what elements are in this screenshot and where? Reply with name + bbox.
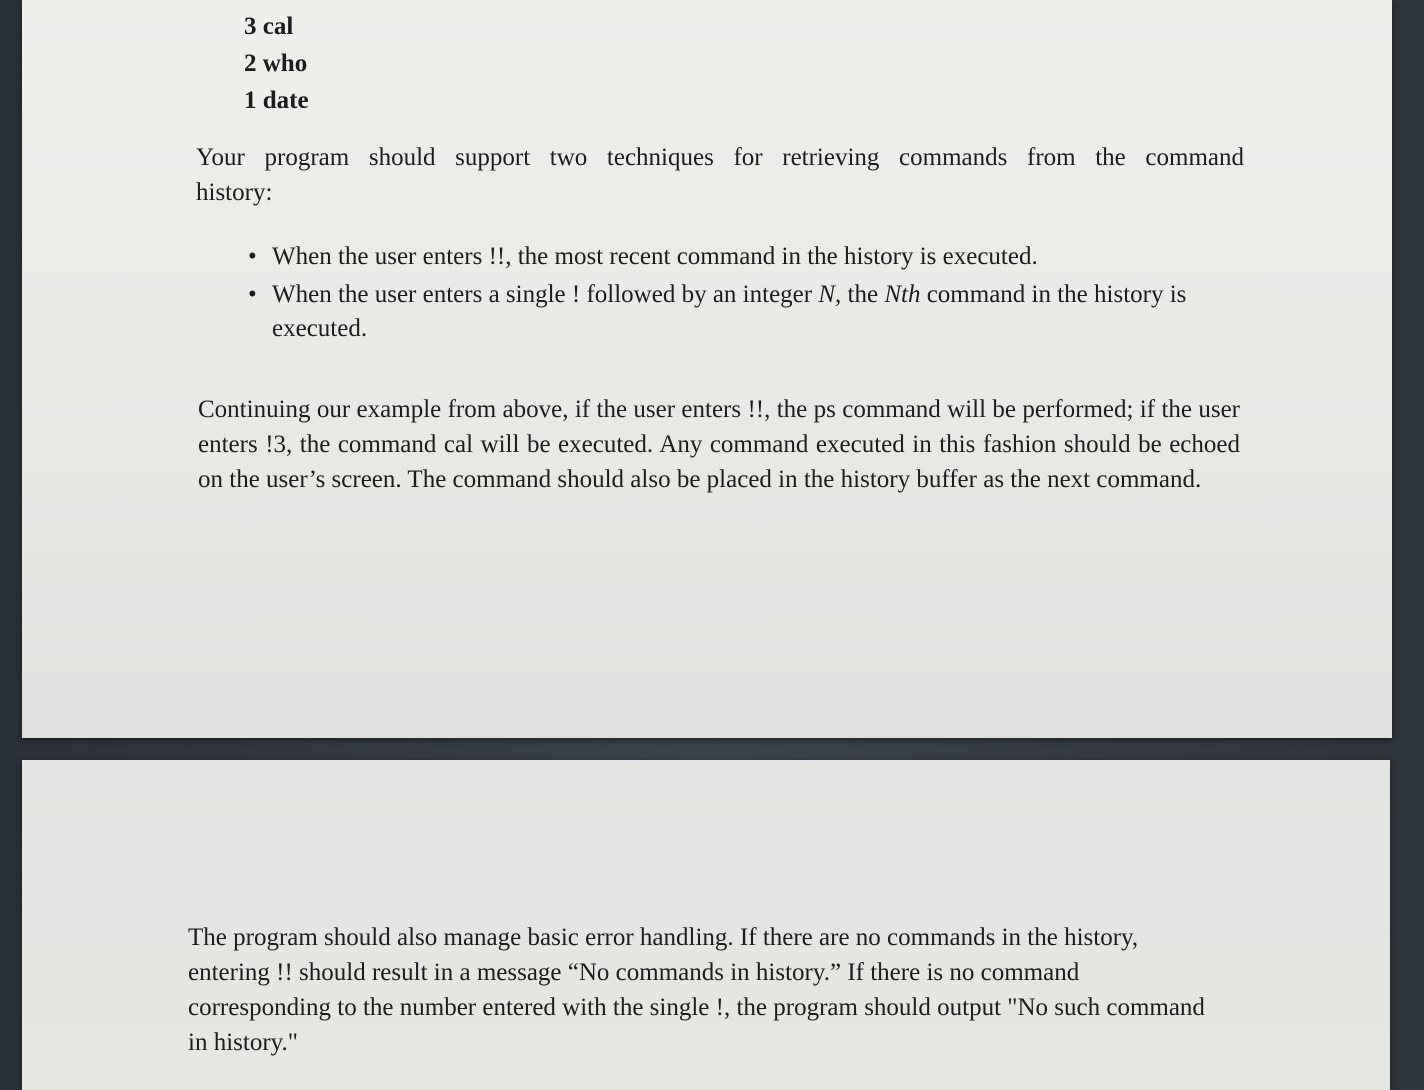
error-handling-paragraph: The program should also manage basic error handling. If there are no commands in the history, entering !! should result in a message “No commands in history.” If there is no command corresponding to the number entered with the single !, the program should output "No such command in history." <box>188 924 1205 1056</box>
list-item <box>248 240 1248 274</box>
variable-nth: Nth <box>884 281 921 308</box>
example-paragraph: Continuing our example from above, if the user enters !!, the ps command will be performed; if the user enters !3, the command cal will be executed. Any command executed in this fashion should be echoed on the user’s screen. The command should also be placed in the history buffer as the next command. <box>198 396 1240 493</box>
document-page-top <box>22 0 1392 738</box>
bullet-text-before: When the user enters a single ! followed by an integer <box>272 281 819 308</box>
variable-n: N <box>818 281 836 308</box>
history-entry: 2 who <box>244 50 308 77</box>
history-entry: 1 date <box>244 87 309 114</box>
list-item <box>248 278 1248 346</box>
intro-paragraph <box>196 140 1244 210</box>
bullet-text: When the user enters !!, the most recent command in the history is executed. <box>272 243 1038 270</box>
intro-line-2: history: <box>196 179 273 206</box>
bullet-text-middle: , the <box>835 281 885 308</box>
intro-line-1: Your program should support two techniques for retrieving commands from the command <box>196 144 1244 171</box>
bullet-icon: • <box>248 281 257 308</box>
retrieval-techniques-list <box>248 240 1248 350</box>
history-entry: 3 cal <box>244 13 294 40</box>
history-list <box>244 8 309 119</box>
document-page-bottom <box>22 760 1390 1090</box>
bullet-text-after: command in the history is executed. <box>272 281 1187 342</box>
bullet-icon: • <box>248 243 257 270</box>
